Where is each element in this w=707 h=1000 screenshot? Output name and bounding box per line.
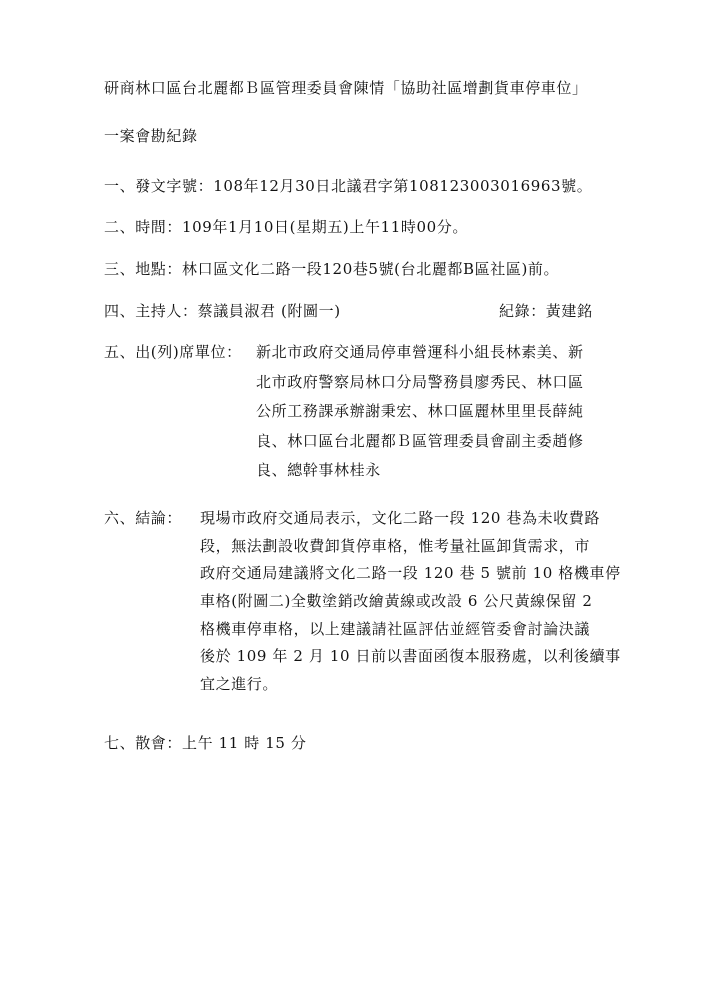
- conclusion-line: 車格(附圖二)全數塗銷改繪黃線或改設 6 公尺黃線保留 2: [200, 592, 593, 611]
- conclusion-line: 政府交通局建議將文化二路一段 120 巷 5 號前 10 格機車停: [200, 564, 621, 583]
- item-attendees-label: 五、出(列)席單位：: [104, 343, 242, 361]
- item-recorder: 紀錄：黃建銘: [499, 302, 593, 320]
- item-adjourn: 七、散會：上午 11 時 15 分: [104, 734, 307, 752]
- attendees-line: 新北市政府交通局停車營運科小組長林素美、新: [256, 343, 584, 361]
- conclusion-line: 後於 109 年 2 月 10 日前以書面函復本服務處，以利後續事: [200, 647, 621, 666]
- item-conclusion-label: 六、結論：: [104, 509, 183, 527]
- item-time: 二、時間：109年1月10日(星期五)上午11時00分。: [104, 218, 468, 236]
- item-host-text: 四、主持人：蔡議員淑君 (附圖一): [104, 302, 341, 320]
- item-attendees: [104, 342, 584, 479]
- conclusion-line: 格機車停車格，以上建議請社區評估並經管委會討論決議: [200, 619, 591, 638]
- document-title-line-2: 一案會勘紀錄: [104, 127, 198, 145]
- item-document-number: 一、發文字號：108年12月30日北議君字第108123003016963號。: [104, 177, 593, 195]
- conclusion-line: 段，無法劃設收費卸貨停車格，惟考量社區卸貨需求，市: [200, 536, 591, 555]
- attendees-line: 良、總幹事林桂永: [256, 461, 381, 479]
- conclusion-line: 現場市政府交通局表示，文化二路一段 120 巷為未收費路: [200, 509, 600, 527]
- attendees-line: 公所工務課承辦謝秉宏、林口區麗林里里長薛純: [256, 402, 584, 420]
- conclusion-line: 宜之進行。: [200, 675, 279, 694]
- item-host: [104, 301, 593, 321]
- attendees-line: 北市政府警察局林口分局警務員廖秀民、林口區: [256, 372, 584, 391]
- attendees-line: 良、林口區台北麗都Ｂ區管理委員會副主委趙修: [256, 431, 584, 450]
- item-attendees-list: [256, 342, 584, 490]
- document-title-line-1: 研商林口區台北麗都Ｂ區管理委員會陳情「協助社區增劃貨車停車位」: [104, 79, 588, 97]
- item-conclusion: [104, 508, 621, 694]
- item-conclusion-text: [200, 508, 621, 702]
- item-location: 三、地點：林口區文化二路一段120巷5號(台北麗都B區社區)前。: [104, 260, 560, 278]
